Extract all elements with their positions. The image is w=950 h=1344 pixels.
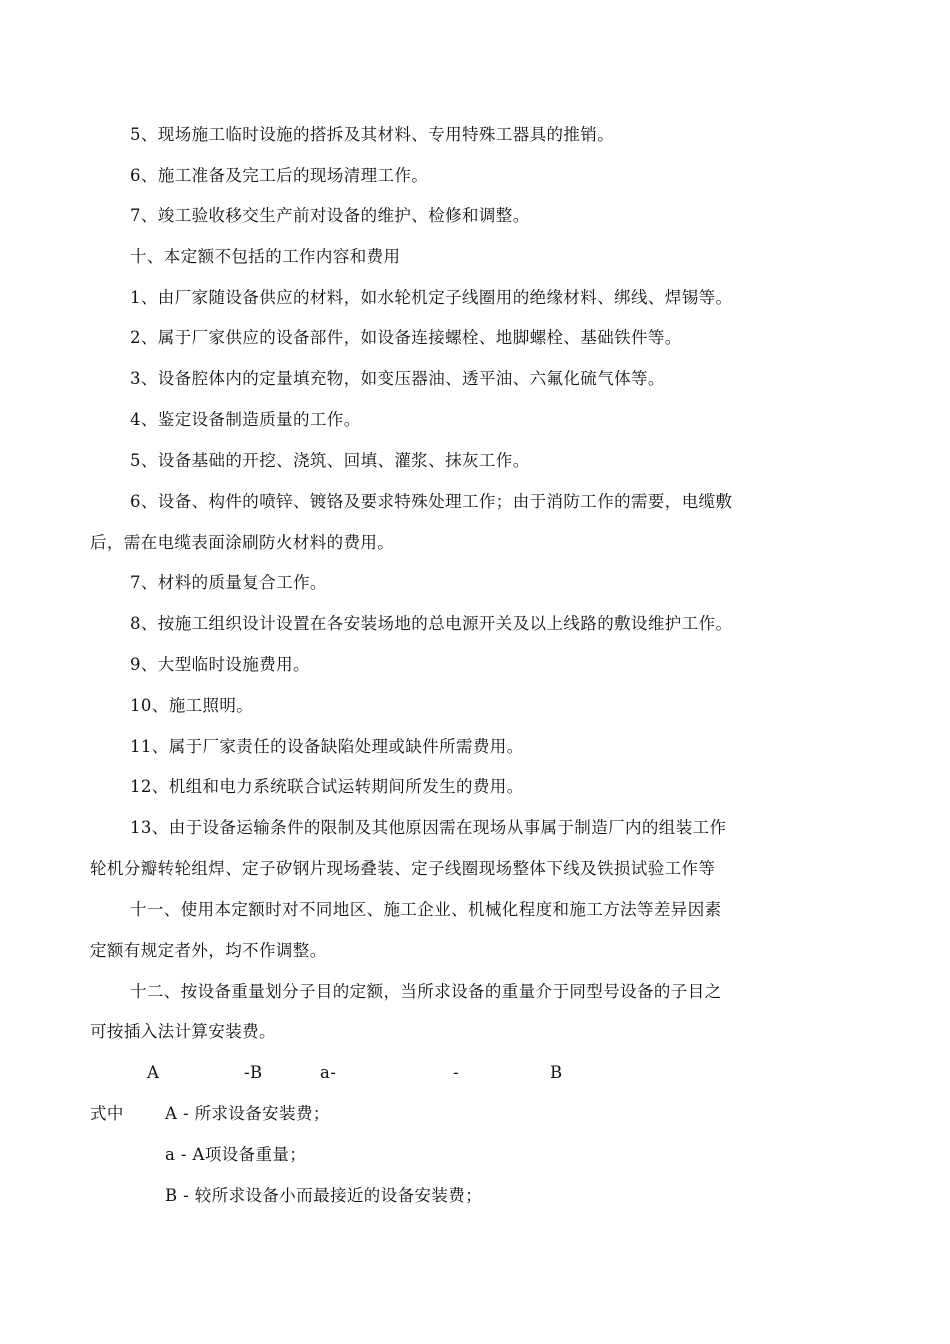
section-heading: 十、本定额不包括的工作内容和费用 — [130, 247, 401, 266]
paragraph: 9、大型临时设施费用。 — [130, 655, 310, 674]
paragraph: 6、施工准备及完工后的现场清理工作。 — [130, 166, 429, 185]
paragraph: 2、属于厂家供应的设备部件，如设备连接螺栓、地脚螺栓、基础铁件等。 — [130, 328, 682, 347]
legend-item: a - A项设备重量； — [165, 1145, 307, 1164]
paragraph: 4、鉴定设备制造质量的工作。 — [130, 410, 361, 429]
legend-item: A - 所求设备安装费； — [165, 1104, 330, 1123]
formula-term-c: a- — [320, 1063, 337, 1082]
paragraph-continuation: 可按插入法计算安装费。 — [90, 1022, 276, 1041]
formula-term-a: A — [147, 1063, 160, 1082]
legend-item: B - 较所求设备小而最接近的设备安装费； — [165, 1186, 483, 1205]
paragraph: 11、属于厂家责任的设备缺陷处理或缺件所需费用。 — [130, 737, 524, 756]
paragraph: 10、施工照明。 — [130, 696, 254, 715]
paragraph: 5、现场施工临时设施的搭拆及其材料、专用特殊工器具的推销。 — [130, 125, 615, 144]
section-heading: 十一、使用本定额时对不同地区、施工企业、机械化程度和施工方法等差异因素 — [130, 900, 722, 919]
paragraph: 7、竣工验收移交生产前对设备的维护、检修和调整。 — [130, 206, 530, 225]
paragraph: 5、设备基础的开挖、浇筑、回填、灌浆、抹灰工作。 — [130, 451, 530, 470]
paragraph-continuation: 定额有规定者外，均不作调整。 — [90, 941, 327, 960]
paragraph: 13、由于设备运输条件的限制及其他原因需在现场从事属于制造厂内的组装工作 — [130, 818, 727, 837]
paragraph: 8、按施工组织设计设置在各安装场地的总电源开关及以上线路的敷设维护工作。 — [130, 614, 733, 633]
paragraph-continuation: 后，需在电缆表面涂刷防火材料的费用。 — [90, 533, 395, 552]
paragraph-continuation: 轮机分瓣转轮组焊、定子矽钢片现场叠装、定子线圈现场整体下线及铁损试验工作等 — [90, 859, 716, 878]
formula-term-e: B — [550, 1063, 563, 1082]
formula-term-d: - — [453, 1063, 459, 1082]
formula-term-b: -B — [244, 1063, 263, 1082]
paragraph: 12、机组和电力系统联合试运转期间所发生的费用。 — [130, 777, 524, 796]
paragraph: 1、由厂家随设备供应的材料，如水轮机定子线圈用的绝缘材料、绑线、焊锡等。 — [130, 288, 733, 307]
legend-prefix: 式中 — [90, 1104, 124, 1123]
paragraph: 6、设备、构件的喷锌、镀铬及要求特殊处理工作；由于消防工作的需要，电缆敷 — [130, 492, 733, 511]
section-heading: 十二、按设备重量划分子目的定额，当所求设备的重量介于同型号设备的子目之 — [130, 982, 722, 1001]
paragraph: 7、材料的质量复合工作。 — [130, 573, 327, 592]
paragraph: 3、设备腔体内的定量填充物，如变压器油、透平油、六氟化硫气体等。 — [130, 369, 665, 388]
